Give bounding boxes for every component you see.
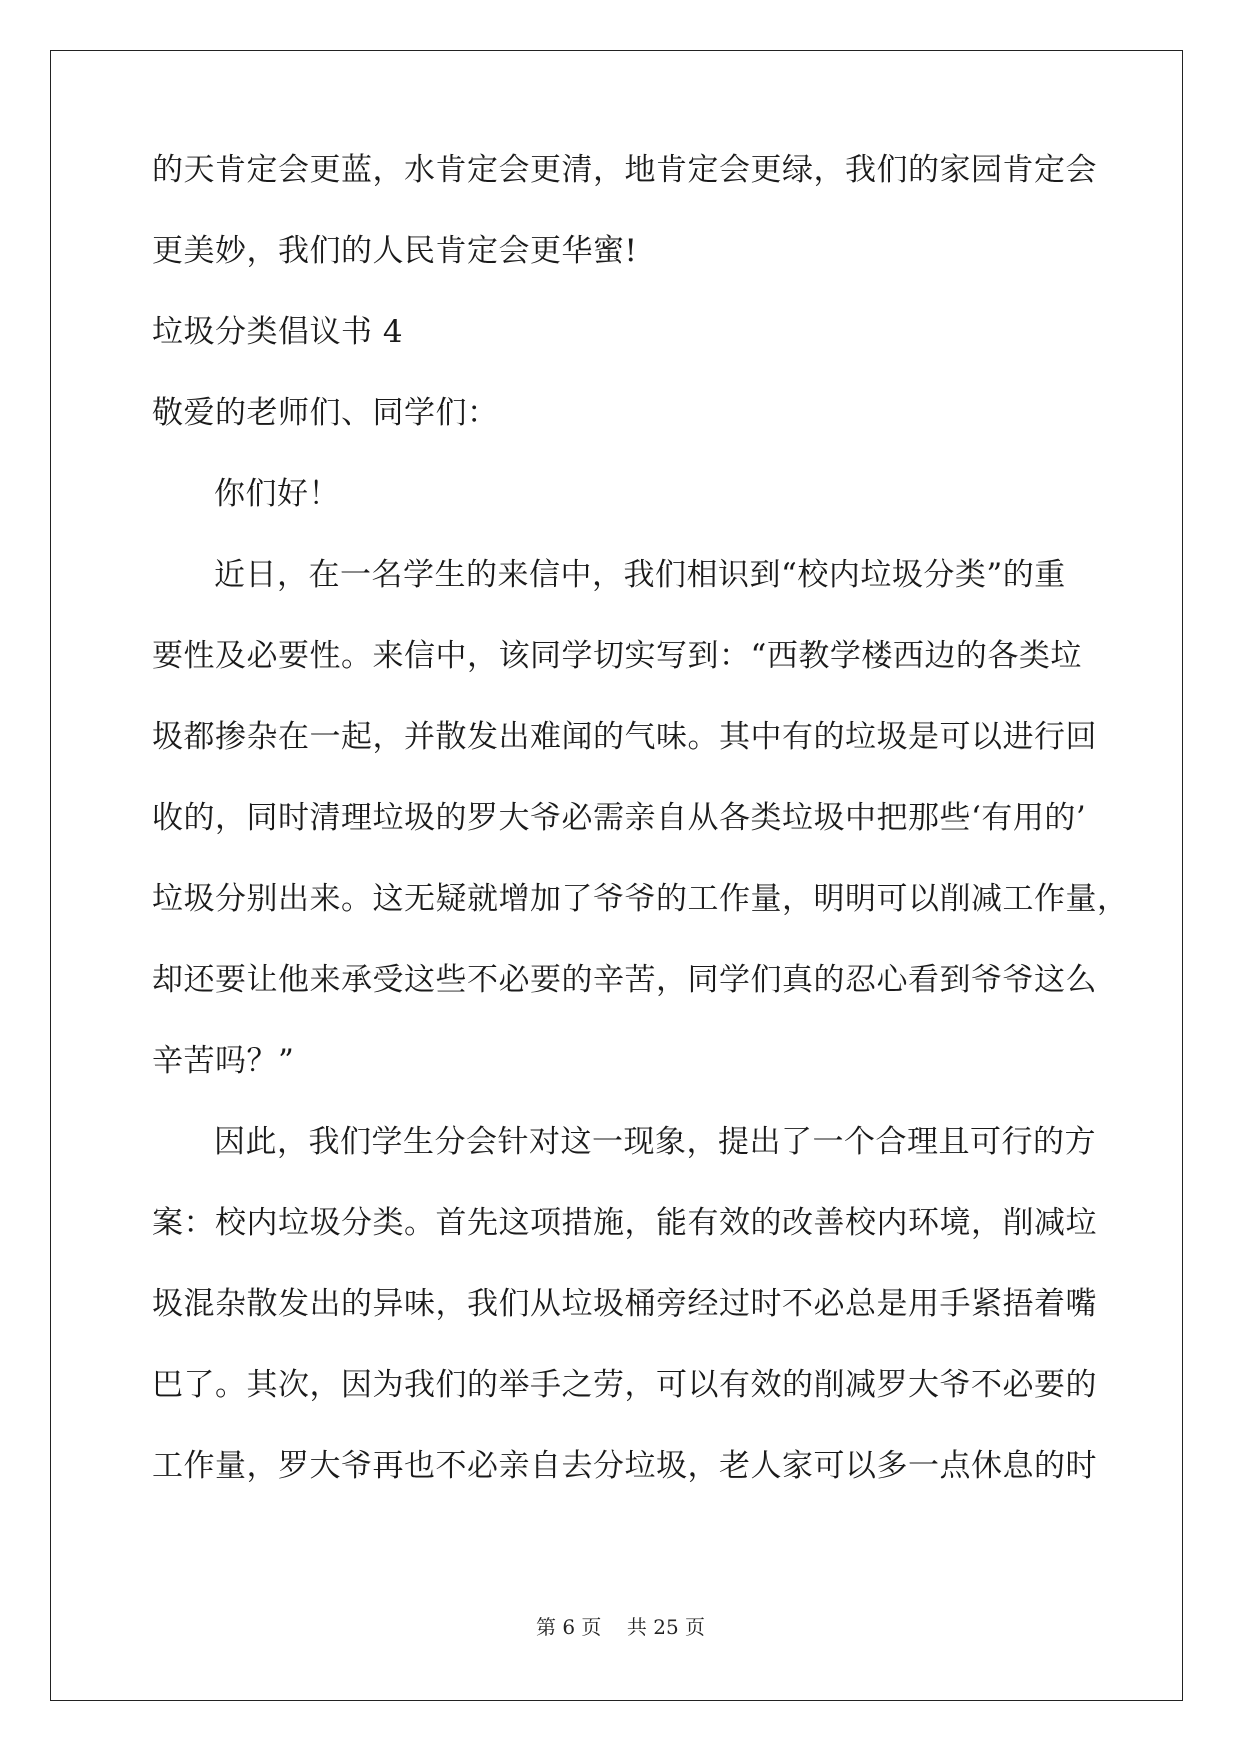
page-total: 共 25 页 (626, 1615, 706, 1639)
text-line: 案：校内垃圾分类。首先这项措施，能有效的改善校内环境，削减垃 (152, 1205, 1097, 1241)
text-line: 更美妙，我们的人民肯定会更华蜜! (152, 233, 638, 269)
greeting: 你们好！ (214, 476, 340, 512)
text-line: 的天肯定会更蓝，水肯定会更清，地肯定会更绿，我们的家园肯定会 (152, 152, 1097, 188)
text-line: 收的，同时清理垃圾的罗大爷必需亲自从各类垃圾中把那些‘有用的’ (152, 800, 1087, 836)
document-body (152, 150, 1129, 1527)
text-line: 辛苦吗？” (152, 1043, 295, 1079)
text-line: 垃圾分别出来。这无疑就增加了爷爷的工作量，明明可以削减工作量， (152, 881, 1129, 917)
text-line: 近日，在一名学生的来信中，我们相识到“校内垃圾分类”的重 (214, 557, 1066, 593)
section-heading: 垃圾分类倡议书 4 (152, 314, 404, 350)
text-line: 圾混杂散发出的异味，我们从垃圾桶旁经过时不必总是用手紧捂着嘴 (152, 1286, 1097, 1322)
text-line: 因此，我们学生分会针对这一现象，提出了一个合理且可行的方 (214, 1124, 1096, 1160)
text-line: 要性及必要性。来信中，该同学切实写到：“西教学楼西边的各类垃 (152, 638, 1082, 674)
text-line: 圾都掺杂在一起，并散发出难闻的气味。其中有的垃圾是可以进行回 (152, 719, 1097, 755)
page-number: 第 6 页 (535, 1615, 602, 1639)
text-line: 巴了。其次，因为我们的举手之劳，可以有效的削减罗大爷不必要的 (152, 1367, 1097, 1403)
page-footer (0, 1615, 1241, 1639)
salutation: 敬爱的老师们、同学们： (152, 395, 499, 431)
text-line: 工作量，罗大爷再也不必亲自去分垃圾，老人家可以多一点休息的时 (152, 1448, 1097, 1484)
text-line: 却还要让他来承受这些不必要的辛苦，同学们真的忍心看到爷爷这么 (152, 962, 1097, 998)
